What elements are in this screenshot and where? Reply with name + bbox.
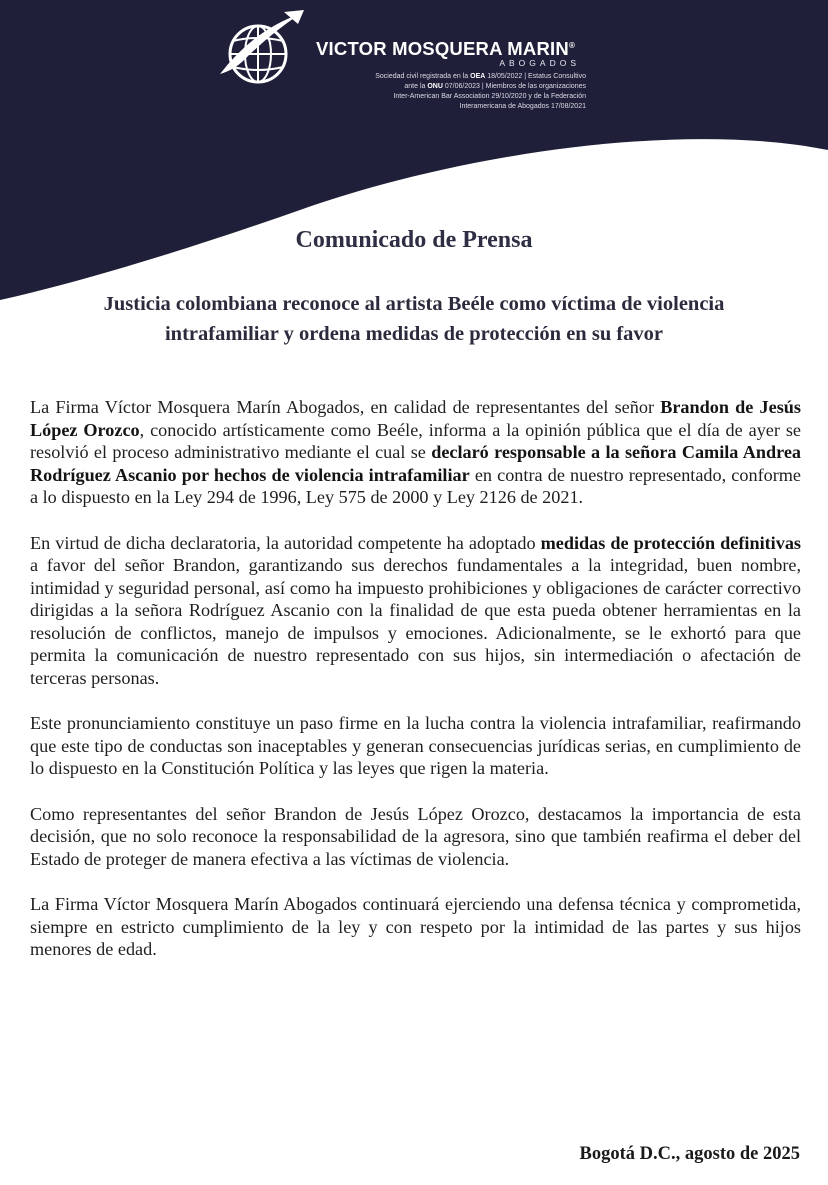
brand-details-line bbox=[316, 82, 586, 92]
signoff: Bogotá D.C., agosto de 2025 bbox=[579, 1144, 800, 1164]
brand-details-bold: OEA bbox=[470, 73, 486, 80]
paragraph-run: a favor del señor Brandon, garantizando sus derechos fundamentales a la integridad, buen nombre, intimidad y seguridad personal, así como ha impuesto prohibiciones y obligaciones de carácter correctivo dirigidas a la señora Rodríguez Ascanio con la finalidad de que esta pueda obtener herramientas en la resolución de conflictos, manejo de impulsos y emociones. Adicionalmente, se le exhortó para que permita la comunicación de nuestro representado con sus hijos, sin intermediación o afectación de terceras personas. bbox=[30, 555, 801, 688]
paragraph-bold-run: Brandon de Jesús López Orozco bbox=[30, 397, 801, 440]
headline-line-1: Justicia colombiana reconoce al artista Beéle como víctima de violencia bbox=[103, 293, 725, 315]
paragraph-run: En virtud de dicha declaratoria, la autoridad competente ha adoptado bbox=[30, 532, 541, 553]
brand-details-text: ante la bbox=[404, 83, 428, 90]
paragraph-run: La Firma Víctor Mosquera Marín Abogados, en calidad de representantes del señor bbox=[30, 397, 661, 417]
brand-details-line bbox=[316, 72, 586, 82]
headline-line-2: intrafamiliar y ordena medidas de protección en su favor bbox=[164, 323, 664, 345]
brand-details-text: Interamericana de Abogados 17/08/2021 bbox=[459, 103, 586, 110]
brand-block bbox=[316, 38, 606, 112]
paragraph bbox=[30, 712, 801, 780]
paragraph bbox=[30, 396, 801, 509]
brand-details bbox=[316, 72, 606, 112]
brand-name: VICTOR MOSQUERA MARIN® bbox=[316, 38, 576, 59]
paragraph-bold-run: declaró responsable a la señora Camila Andrea Rodríguez Ascanio por hechos de violencia intrafamiliar bbox=[30, 442, 801, 485]
brand-details-bold: ONU bbox=[427, 83, 443, 90]
paragraph bbox=[30, 803, 801, 871]
paragraph-run: Este pronunciamiento constituye un paso firme en la lucha contra la violencia intrafamiliar, reafirmando que este tipo de conductas son inaceptables y generan consecuencias jurídicas serias, en cumplimiento de lo dispuesto en la Constitución Política y las leyes que rigen la materia. bbox=[30, 713, 801, 778]
brand-details-text: 07/06/2023 | Miembros de las organizaciones bbox=[442, 83, 586, 90]
paragraph-run: en contra de nuestro representado, conforme a lo dispuesto en la Ley 294 de 1996, Ley 575 de 2000 y Ley 2126 de 2021. bbox=[30, 464, 801, 507]
headline bbox=[24, 289, 804, 349]
brand-subtitle: ABOGADOS bbox=[499, 58, 580, 68]
paragraph bbox=[30, 893, 801, 961]
paragraph-run: La Firma Víctor Mosquera Marín Abogados continuará ejerciendo una defensa técnica y comprometida, siempre en estricto cumplimiento de la ley y con respeto por la intimidad de las partes y sus hijos menores de edad. bbox=[30, 894, 801, 959]
brand-details-text: Inter-American Bar Association 29/10/2020 y de la Federación bbox=[393, 93, 586, 100]
globe-swoosh-icon bbox=[214, 8, 310, 92]
body-text bbox=[30, 396, 801, 984]
paragraph-run: Como representantes del señor Brandon de Jesús López Orozco, destacamos la importancia de esta decisión, que no solo reconoce la responsabilidad de la agresora, sino que también reafirma el deber del Estado de proteger de manera efectiva a las víctimas de violencia. bbox=[30, 803, 801, 869]
brand-details-text: Sociedad civil registrada en la bbox=[375, 73, 471, 80]
brand-details-line bbox=[316, 102, 586, 112]
paragraph-bold-run: medidas de protección definitivas bbox=[540, 532, 801, 553]
brand-details-text: 18/05/2022 | Estatus Consultivo bbox=[485, 73, 586, 80]
paragraph-run: , conocido artísticamente como Beéle, informa a la opinión pública que el día de ayer se resolvió el proceso administrativo mediante el cual se bbox=[30, 419, 801, 462]
brand-details-line bbox=[316, 92, 586, 102]
paragraph bbox=[30, 532, 801, 690]
page-title: Comunicado de Prensa bbox=[295, 227, 533, 253]
